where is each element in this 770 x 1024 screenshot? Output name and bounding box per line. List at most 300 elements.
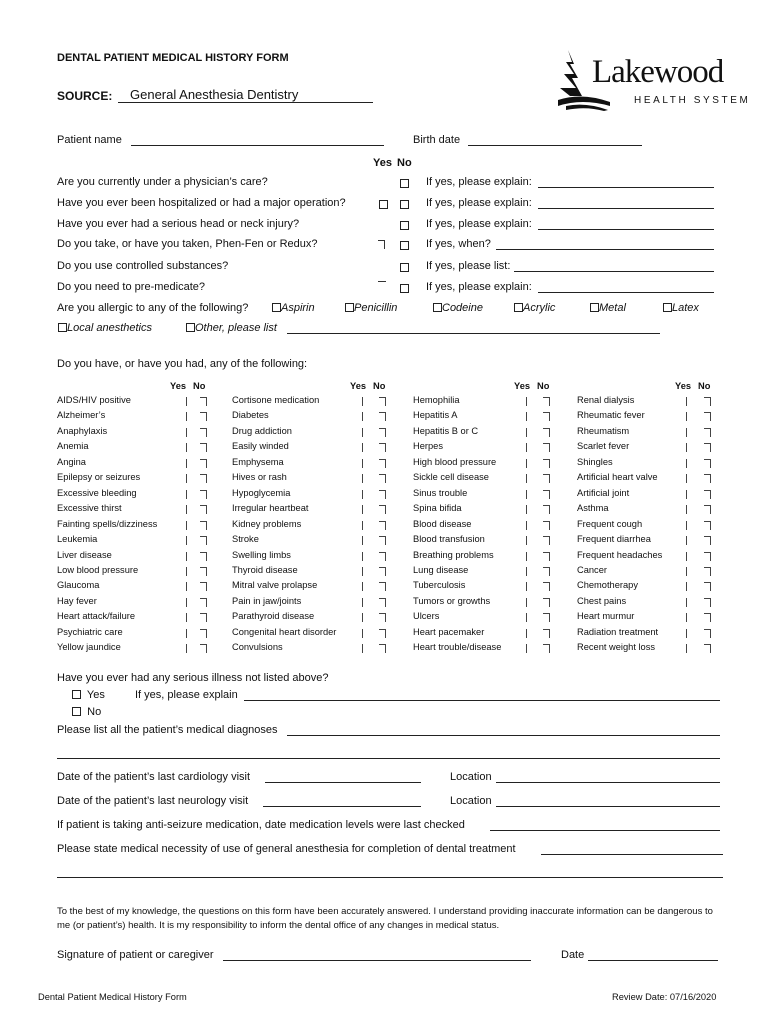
condition-no-checkbox[interactable]	[704, 521, 711, 530]
condition-yes-checkbox[interactable]	[680, 521, 687, 530]
question-answer-field[interactable]	[538, 229, 714, 230]
col-no-header: No	[698, 381, 711, 391]
condition-label: Radiation treatment	[577, 626, 659, 637]
condition-yes-checkbox[interactable]	[180, 582, 187, 591]
condition-label: Ulcers	[413, 611, 440, 622]
condition-label: Cortisone medication	[232, 395, 320, 405]
condition-label: Diabetes	[232, 410, 269, 421]
condition-no-checkbox[interactable]	[543, 505, 550, 514]
checkbox[interactable]	[433, 303, 442, 312]
condition-yes-checkbox[interactable]	[180, 536, 187, 545]
condition-no-checkbox[interactable]	[379, 629, 386, 638]
checkbox[interactable]	[663, 303, 672, 312]
condition-no-checkbox[interactable]	[543, 552, 550, 561]
condition-label: Frequent cough	[577, 518, 643, 529]
condition-no-checkbox[interactable]	[379, 567, 386, 576]
condition-label: Parathyroid disease	[232, 611, 315, 622]
condition-yes-checkbox[interactable]	[180, 443, 187, 452]
condition-no-checkbox[interactable]	[200, 567, 207, 576]
birth-date-field[interactable]	[468, 145, 642, 146]
condition-label: Hives or rash	[232, 472, 287, 483]
condition-no-checkbox[interactable]	[200, 613, 207, 622]
condition-no-checkbox[interactable]	[704, 536, 711, 545]
condition-label: Congenital heart disorder	[232, 626, 337, 637]
condition-yes-checkbox[interactable]	[356, 490, 363, 499]
condition-no-checkbox[interactable]	[543, 490, 550, 499]
diagnoses-field[interactable]	[287, 735, 720, 736]
condition-label: Hypoglycemia	[232, 487, 291, 498]
condition-label: Frequent diarrhea	[577, 534, 651, 545]
condition-yes-checkbox[interactable]	[356, 629, 363, 638]
condition-no-checkbox[interactable]	[200, 428, 207, 437]
condition-label: Yellow jaundice	[57, 642, 121, 653]
allergy-other[interactable]: Other, please list	[186, 322, 277, 334]
yes-checkbox[interactable]	[379, 200, 388, 209]
condition-label: Epilepsy or seizures	[57, 472, 141, 483]
conditions-intro: Do you have, or have you had, any of the following:	[57, 358, 308, 370]
condition-yes-checkbox[interactable]	[180, 644, 187, 653]
condition-yes-checkbox[interactable]	[180, 629, 187, 638]
condition-label: Artificial joint	[577, 487, 630, 498]
question-text: Do you use controlled substances?	[57, 260, 229, 272]
condition-yes-checkbox[interactable]	[356, 536, 363, 545]
logo-name: Lakewood	[592, 54, 724, 90]
question-answer-field[interactable]	[538, 187, 714, 188]
condition-no-checkbox[interactable]	[200, 644, 207, 653]
condition-label: Tumors or growths	[413, 595, 491, 606]
col-yes-header: Yes	[514, 381, 531, 391]
antiseizure-field[interactable]	[490, 830, 720, 831]
condition-no-checkbox[interactable]	[379, 474, 386, 483]
condition-yes-checkbox[interactable]	[680, 552, 687, 561]
cardiology-label: Date of the patient’s last cardiology visit	[57, 771, 251, 783]
yes-checkbox[interactable]	[378, 240, 385, 249]
form-title: DENTAL PATIENT MEDICAL HISTORY FORM	[57, 52, 289, 64]
condition-yes-checkbox[interactable]	[520, 644, 527, 653]
allergy-option[interactable]: Acrylic	[514, 302, 555, 314]
condition-no-checkbox[interactable]	[543, 443, 550, 452]
date-label: Date	[561, 949, 585, 961]
condition-label: Hay fever	[57, 595, 97, 606]
condition-label: Emphysema	[232, 456, 284, 467]
condition-no-checkbox[interactable]	[200, 582, 207, 591]
condition-yes-checkbox[interactable]	[680, 474, 687, 483]
condition-label: Easily winded	[232, 441, 289, 452]
neurology-label: Date of the patient’s last neurology visit	[57, 795, 249, 807]
condition-no-checkbox[interactable]	[200, 474, 207, 483]
condition-yes-checkbox[interactable]	[180, 428, 187, 437]
birth-date-label: Birth date	[413, 134, 461, 146]
condition-label: Spina bifida	[413, 503, 462, 514]
signature-label: Signature of patient or caregiver	[57, 949, 214, 961]
date-field[interactable]	[588, 960, 718, 961]
col-no-header: No	[193, 381, 206, 391]
condition-no-checkbox[interactable]	[543, 644, 550, 653]
condition-no-checkbox[interactable]	[543, 567, 550, 576]
condition-no-checkbox[interactable]	[379, 644, 386, 653]
condition-label: Renal dialysis	[577, 395, 635, 405]
condition-label: Leukemia	[57, 534, 98, 545]
no-checkbox[interactable]	[400, 284, 409, 293]
condition-no-checkbox[interactable]	[200, 412, 207, 421]
no-checkbox[interactable]	[400, 221, 409, 230]
condition-yes-checkbox[interactable]	[180, 567, 187, 576]
condition-yes-checkbox[interactable]	[520, 428, 527, 437]
condition-yes-checkbox[interactable]	[356, 598, 363, 607]
condition-label: Sickle cell disease	[413, 472, 489, 483]
checkbox[interactable]	[345, 303, 354, 312]
condition-no-checkbox[interactable]	[379, 397, 386, 406]
condition-no-checkbox[interactable]	[704, 459, 711, 468]
condition-no-checkbox[interactable]	[704, 629, 711, 638]
lakewood-logo	[552, 48, 751, 118]
condition-label: High blood pressure	[413, 456, 497, 467]
logo-subtitle: HEALTH SYSTEM	[634, 95, 751, 106]
condition-label: Heart trouble/disease	[413, 642, 502, 653]
condition-yes-checkbox[interactable]	[680, 505, 687, 514]
condition-yes-checkbox[interactable]	[520, 505, 527, 514]
serious-question: Have you ever had any serious illness not listed above?	[57, 672, 329, 684]
condition-no-checkbox[interactable]	[704, 613, 711, 622]
condition-no-checkbox[interactable]	[379, 598, 386, 607]
condition-no-checkbox[interactable]	[704, 552, 711, 561]
diagnoses-field-2[interactable]	[57, 758, 720, 759]
neurology-field[interactable]	[263, 806, 421, 807]
condition-no-checkbox[interactable]	[543, 474, 550, 483]
condition-yes-checkbox[interactable]	[356, 552, 363, 561]
condition-yes-checkbox[interactable]	[520, 598, 527, 607]
condition-label: Chemotherapy	[577, 580, 638, 591]
condition-yes-checkbox[interactable]	[180, 459, 187, 468]
condition-no-checkbox[interactable]	[543, 397, 550, 406]
condition-label: Heart murmur	[577, 611, 635, 622]
question-follow-label: If yes, please explain:	[426, 176, 532, 188]
condition-yes-checkbox[interactable]	[520, 490, 527, 499]
condition-label: Recent weight loss	[577, 642, 656, 653]
diagnoses-label: Please list all the patient’s medical diagnoses	[57, 724, 278, 736]
question-text: Are you currently under a physician’s care?	[57, 176, 268, 188]
condition-yes-checkbox[interactable]	[680, 397, 687, 406]
condition-yes-checkbox[interactable]	[356, 582, 363, 591]
question-text: Do you take, or have you taken, Phen-Fen or Redux?	[57, 238, 318, 250]
serious-yes[interactable]: Yes	[72, 689, 105, 701]
cardiology-location-field[interactable]	[496, 782, 720, 783]
condition-label: Hemophilia	[413, 395, 460, 405]
condition-no-checkbox[interactable]	[543, 582, 550, 591]
condition-label: Blood disease	[413, 518, 472, 529]
condition-yes-checkbox[interactable]	[520, 552, 527, 561]
allergy-option[interactable]: Codeine	[433, 302, 483, 314]
allergy-label: Are you allergic to any of the following?	[57, 302, 249, 314]
condition-label: Drug addiction	[232, 425, 292, 436]
condition-no-checkbox[interactable]	[200, 536, 207, 545]
condition-no-checkbox[interactable]	[200, 521, 207, 530]
footer-left: Dental Patient Medical History Form	[38, 992, 187, 1002]
condition-label: Excessive thirst	[57, 503, 122, 514]
question-answer-field[interactable]	[538, 208, 714, 209]
condition-yes-checkbox[interactable]	[680, 490, 687, 499]
condition-label: Blood transfusion	[413, 534, 485, 545]
condition-no-checkbox[interactable]	[543, 598, 550, 607]
condition-yes-checkbox[interactable]	[356, 644, 363, 653]
condition-no-checkbox[interactable]	[543, 459, 550, 468]
condition-label: Pain in jaw/joints	[232, 595, 302, 606]
condition-label: Lung disease	[413, 564, 469, 575]
condition-yes-checkbox[interactable]	[356, 459, 363, 468]
condition-yes-checkbox[interactable]	[520, 629, 527, 638]
col-yes-header: Yes	[350, 381, 367, 391]
condition-yes-checkbox[interactable]	[180, 613, 187, 622]
cardiology-location-label: Location	[450, 771, 492, 783]
condition-yes-checkbox[interactable]	[356, 397, 363, 406]
condition-label: Sinus trouble	[413, 487, 468, 498]
question-answer-field[interactable]	[496, 249, 714, 250]
condition-yes-checkbox[interactable]	[680, 629, 687, 638]
condition-label: Anemia	[57, 441, 89, 452]
no-header: No	[397, 157, 412, 169]
condition-yes-checkbox[interactable]	[680, 567, 687, 576]
condition-yes-checkbox[interactable]	[180, 552, 187, 561]
antiseizure-label: If patient is taking anti-seizure medication, date medication levels were last checked	[57, 819, 465, 831]
condition-label: Cancer	[577, 564, 607, 575]
condition-yes-checkbox[interactable]	[520, 474, 527, 483]
condition-yes-checkbox[interactable]	[520, 582, 527, 591]
condition-label: Fainting spells/dizziness	[57, 518, 158, 529]
condition-label: AIDS/HIV positive	[57, 395, 131, 405]
no-checkbox[interactable]	[400, 200, 409, 209]
neurology-location-field[interactable]	[496, 806, 720, 807]
neurology-location-label: Location	[450, 795, 492, 807]
condition-yes-checkbox[interactable]	[520, 459, 527, 468]
no-checkbox[interactable]	[400, 241, 409, 250]
col-no-header: No	[373, 381, 386, 391]
condition-no-checkbox[interactable]	[200, 552, 207, 561]
condition-yes-checkbox[interactable]	[180, 412, 187, 421]
condition-no-checkbox[interactable]	[200, 598, 207, 607]
serious-follow-label: If yes, please explain	[135, 689, 238, 701]
condition-yes-checkbox[interactable]	[680, 644, 687, 653]
condition-yes-checkbox[interactable]	[356, 412, 363, 421]
condition-yes-checkbox[interactable]	[680, 459, 687, 468]
condition-no-checkbox[interactable]	[704, 397, 711, 406]
condition-no-checkbox[interactable]	[704, 474, 711, 483]
condition-label: Swelling limbs	[232, 549, 291, 560]
question-text: Have you ever been hospitalized or had a major operation?	[57, 197, 346, 209]
condition-yes-checkbox[interactable]	[520, 536, 527, 545]
condition-no-checkbox[interactable]	[379, 490, 386, 499]
condition-label: Shingles	[577, 456, 613, 467]
no-checkbox[interactable]	[400, 263, 409, 272]
condition-label: Low blood pressure	[57, 564, 139, 575]
checkbox[interactable]	[514, 303, 523, 312]
condition-yes-checkbox[interactable]	[356, 428, 363, 437]
col-yes-header: Yes	[675, 381, 692, 391]
condition-yes-checkbox[interactable]	[180, 397, 187, 406]
condition-yes-checkbox[interactable]	[356, 521, 363, 530]
condition-label: Mitral valve prolapse	[232, 580, 318, 591]
condition-yes-checkbox[interactable]	[356, 613, 363, 622]
question-follow-label: If yes, please list:	[426, 260, 511, 272]
condition-label: Rheumatism	[577, 425, 630, 436]
cardiology-field[interactable]	[265, 782, 421, 783]
checkbox[interactable]	[58, 323, 67, 332]
checkbox[interactable]	[590, 303, 599, 312]
yes-header: Yes	[373, 157, 392, 169]
condition-no-checkbox[interactable]	[379, 552, 386, 561]
question-follow-label: If yes, please explain:	[426, 218, 532, 230]
condition-no-checkbox[interactable]	[704, 505, 711, 514]
condition-no-checkbox[interactable]	[704, 443, 711, 452]
condition-no-checkbox[interactable]	[379, 536, 386, 545]
condition-no-checkbox[interactable]	[379, 505, 386, 514]
checkbox[interactable]	[272, 303, 281, 312]
condition-yes-checkbox[interactable]	[680, 613, 687, 622]
condition-label: Hepatitis B or C	[413, 425, 479, 436]
allergy-option[interactable]: Metal	[590, 302, 626, 314]
condition-no-checkbox[interactable]	[200, 629, 207, 638]
question-answer-field[interactable]	[514, 271, 714, 272]
condition-label: Glaucoma	[57, 580, 100, 591]
col-yes-header: Yes	[170, 381, 187, 391]
condition-no-checkbox[interactable]	[704, 490, 711, 499]
condition-no-checkbox[interactable]	[704, 412, 711, 421]
condition-yes-checkbox[interactable]	[520, 443, 527, 452]
condition-yes-checkbox[interactable]	[680, 412, 687, 421]
condition-yes-checkbox[interactable]	[356, 505, 363, 514]
allergy-option[interactable]: Latex	[663, 302, 699, 314]
condition-no-checkbox[interactable]	[543, 428, 550, 437]
condition-yes-checkbox[interactable]	[520, 521, 527, 530]
condition-yes-checkbox[interactable]	[356, 443, 363, 452]
condition-yes-checkbox[interactable]	[180, 598, 187, 607]
condition-no-checkbox[interactable]	[704, 428, 711, 437]
condition-no-checkbox[interactable]	[543, 536, 550, 545]
condition-no-checkbox[interactable]	[704, 582, 711, 591]
condition-yes-checkbox[interactable]	[180, 474, 187, 483]
condition-label: Anaphylaxis	[57, 425, 108, 436]
condition-yes-checkbox[interactable]	[680, 443, 687, 452]
question-answer-field[interactable]	[538, 292, 714, 293]
serious-explain-field[interactable]	[244, 700, 720, 701]
condition-label: Hepatitis A	[413, 410, 458, 421]
attestation-text: To the best of my knowledge, the questions on this form have been accurately answered. I understand providing inaccurate information can be dangerous to me (or patient’s) health. It is my responsibility to inform the dental office of any changes in medical status.	[57, 906, 713, 931]
condition-no-checkbox[interactable]	[200, 459, 207, 468]
condition-no-checkbox[interactable]	[200, 490, 207, 499]
source-label: SOURCE:	[57, 89, 113, 103]
allergy-local[interactable]: Local anesthetics	[58, 322, 152, 334]
condition-label: Excessive bleeding	[57, 487, 137, 498]
condition-yes-checkbox[interactable]	[520, 412, 527, 421]
condition-no-checkbox[interactable]	[200, 505, 207, 514]
checkbox[interactable]	[186, 323, 195, 332]
condition-label: Rheumatic fever	[577, 410, 645, 421]
condition-no-checkbox[interactable]	[543, 629, 550, 638]
condition-yes-checkbox[interactable]	[180, 521, 187, 530]
condition-label: Thyroid disease	[232, 564, 298, 575]
condition-no-checkbox[interactable]	[200, 443, 207, 452]
condition-yes-checkbox[interactable]	[680, 598, 687, 607]
checkbox[interactable]	[72, 690, 81, 699]
condition-label: Heart pacemaker	[413, 626, 485, 637]
condition-label: Chest pains	[577, 595, 627, 606]
serious-no[interactable]: No	[72, 706, 101, 718]
condition-no-checkbox[interactable]	[543, 412, 550, 421]
condition-label: Angina	[57, 456, 86, 467]
condition-yes-checkbox[interactable]	[680, 428, 687, 437]
condition-label: Heart attack/failure	[57, 611, 136, 622]
condition-no-checkbox[interactable]	[379, 459, 386, 468]
necessity-field-2[interactable]	[57, 877, 723, 878]
condition-label: Liver disease	[57, 549, 112, 560]
condition-no-checkbox[interactable]	[543, 521, 550, 530]
question-text: Do you need to pre-medicate?	[57, 281, 205, 293]
allergy-option[interactable]: Penicillin	[345, 302, 397, 314]
necessity-field[interactable]	[541, 854, 723, 855]
question-follow-label: If yes, please explain:	[426, 281, 532, 293]
condition-no-checkbox[interactable]	[379, 412, 386, 421]
condition-label: Psychiatric care	[57, 626, 123, 637]
checkbox[interactable]	[72, 707, 81, 716]
condition-no-checkbox[interactable]	[379, 521, 386, 530]
condition-label: Convulsions	[232, 642, 283, 653]
condition-no-checkbox[interactable]	[543, 613, 550, 622]
condition-label: Tuberculosis	[413, 580, 466, 591]
condition-yes-checkbox[interactable]	[356, 567, 363, 576]
condition-label: Asthma	[577, 503, 609, 514]
footer-right: Review Date: 07/16/2020	[612, 992, 717, 1002]
yes-checkbox[interactable]	[378, 281, 386, 282]
condition-yes-checkbox[interactable]	[520, 567, 527, 576]
condition-no-checkbox[interactable]	[379, 443, 386, 452]
col-no-header: No	[537, 381, 550, 391]
condition-label: Frequent headaches	[577, 549, 663, 560]
condition-no-checkbox[interactable]	[704, 567, 711, 576]
allergy-option[interactable]: Aspirin	[272, 302, 315, 314]
condition-label: Scarlet fever	[577, 441, 630, 452]
condition-yes-checkbox[interactable]	[680, 536, 687, 545]
allergy-other-field[interactable]	[287, 333, 660, 334]
question-follow-label: If yes, please explain:	[426, 197, 532, 209]
condition-yes-checkbox[interactable]	[356, 474, 363, 483]
condition-yes-checkbox[interactable]	[180, 490, 187, 499]
no-checkbox[interactable]	[400, 179, 409, 188]
patient-name-field[interactable]	[131, 145, 384, 146]
question-follow-label: If yes, when?	[426, 238, 491, 250]
condition-yes-checkbox[interactable]	[520, 397, 527, 406]
condition-label: Stroke	[232, 534, 259, 545]
condition-no-checkbox[interactable]	[379, 613, 386, 622]
condition-no-checkbox[interactable]	[704, 598, 711, 607]
source-field[interactable]: General Anesthesia Dentistry	[118, 87, 373, 103]
patient-name-label: Patient name	[57, 134, 122, 146]
condition-no-checkbox[interactable]	[704, 644, 711, 653]
condition-yes-checkbox[interactable]	[680, 582, 687, 591]
condition-yes-checkbox[interactable]	[180, 505, 187, 514]
condition-yes-checkbox[interactable]	[520, 613, 527, 622]
condition-label: Alzheimer’s	[57, 410, 106, 421]
necessity-label: Please state medical necessity of use of general anesthesia for completion of dental treatment	[57, 843, 516, 855]
condition-label: Irregular heartbeat	[232, 503, 309, 514]
condition-label: Herpes	[413, 441, 443, 452]
question-text: Have you ever had a serious head or neck injury?	[57, 218, 300, 230]
condition-no-checkbox[interactable]	[200, 397, 207, 406]
condition-no-checkbox[interactable]	[379, 582, 386, 591]
condition-label: Kidney problems	[232, 518, 302, 529]
condition-label: Artificial heart valve	[577, 472, 658, 483]
condition-no-checkbox[interactable]	[379, 428, 386, 437]
condition-label: Breathing problems	[413, 549, 494, 560]
signature-field[interactable]	[223, 960, 531, 961]
